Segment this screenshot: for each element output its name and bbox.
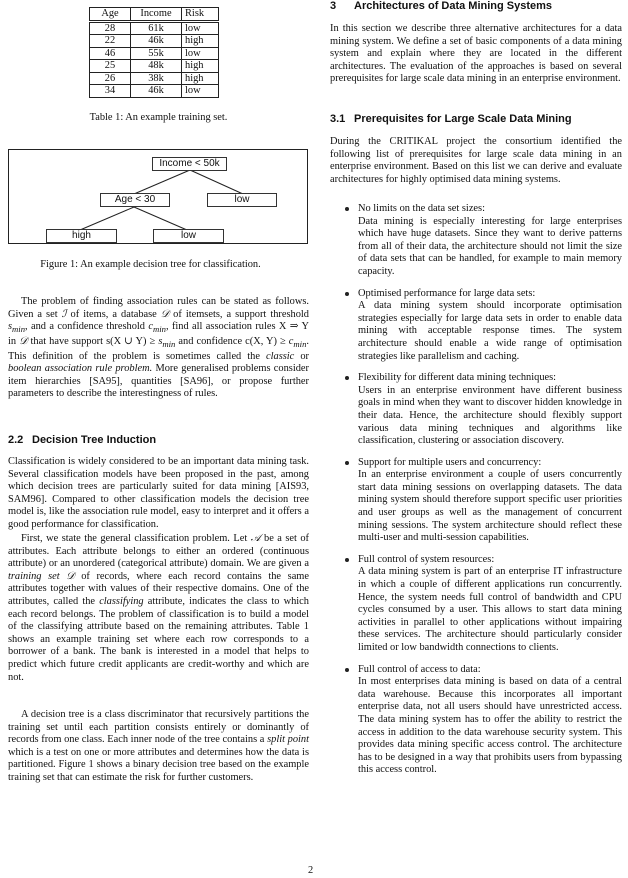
bullet-icon [345, 668, 349, 672]
table-row [90, 21, 219, 35]
page-number: 2 [308, 865, 314, 876]
table-cell-age: 22 [90, 35, 131, 48]
emphasis: classic [266, 350, 295, 362]
list-item-title: Full control of access to data: [358, 663, 481, 675]
list-item [330, 288, 622, 364]
text-run: , and a confidence threshold [25, 321, 149, 333]
bullet-icon [345, 292, 349, 296]
list-item [330, 203, 622, 279]
math-s-min: s [158, 335, 163, 347]
table-cell-income: 48k [131, 60, 182, 73]
text-run: . This definition of the problem is sometimes called the [8, 335, 309, 362]
table-cell-age: 28 [90, 21, 131, 35]
text-run: First, we state the general classification problem. Let [21, 533, 251, 544]
left-column [8, 0, 309, 875]
section-3-intro-paragraph: In this section we describe three alternative architectures for a data mining system. We define a set of basic components of a data mining system and explain where they are located in the different architectures. The evaluation of the approaches is based on several prerequisites for large scale data mining in an enterprise environment. [330, 23, 622, 85]
emphasis: split point [267, 734, 310, 746]
math-subscript: min [12, 324, 26, 335]
table-cell-risk: low [182, 85, 219, 98]
table-cell-risk: high [182, 72, 219, 85]
section-title: Architectures of Data Mining Systems [354, 0, 553, 12]
math-c-min: c [148, 321, 153, 333]
table-row [90, 72, 219, 85]
tree-leaf-low-right: low [207, 193, 277, 207]
text-run: be a set of attributes. Each attribute belongs to either an ordered (continuous attribute) or an unordered (categorical attribute) domain. We are given a [8, 533, 310, 570]
prerequisites-list [330, 203, 622, 777]
section-heading-2-2 [8, 434, 156, 447]
table-row [90, 85, 219, 98]
bullet-icon [345, 461, 349, 465]
text-run: of itemsets, a support threshold [169, 308, 310, 320]
tree-node-income: Income < 50k [152, 157, 227, 171]
table-cell-age: 34 [90, 85, 131, 98]
section-number: 2.2 [8, 434, 24, 446]
emphasis: boolean association rule problem. [8, 363, 153, 375]
classification-intro-paragraph: Classification is widely considered to be an important data mining task. Several classification models have been proposed in the past, among which decision trees are particularly suited for data mining [AIS93, SAM96]. Compared to other classification models the decision tree model is, like the association rule model, easy to interpret and it offers a good performance for classification. [8, 456, 309, 530]
list-item-body: In an enterprise environment a couple of users concurrently start data mining sessions on overlapping datasets. The data mining system should therefore support specific user priorities and user groups as well as the management of concurrent mining sessions. The system architecture should reflect these multi-user and multi-session capabilities. [358, 469, 622, 544]
list-item-body: In most enterprises data mining is based on data of a central data warehouse. Because this incorporates all important enterprise data, not all users should have unrestricted access. The data mining system has to offer the ability to restrict the access in addition to the data warehouse security system. This provides data mining specific access control. The architecture has to be designed in a way that prohibits users from bypassing this access control. [358, 676, 622, 776]
text-run: or [294, 350, 309, 362]
figure-caption: Figure 1: An example decision tree for classification. [40, 259, 261, 270]
bullet-icon [345, 376, 349, 380]
table-row [90, 47, 219, 60]
text-run: which is a test on one or more attributes and determines how the data is partitioned. Figure 1 shows a binary decision tree based on the example training set that can estimate the risk for further customers. [8, 746, 309, 783]
section-3-1-intro-paragraph: During the CRITIKAL project the consortium identified the following list of prerequisites for large scale data mining in an enterprise environment. Based on this list we can derive and evaluate architectures for highly optimised data mining systems. [330, 136, 622, 185]
bullet-icon [345, 207, 349, 211]
list-item [330, 664, 622, 777]
table-caption: Table 1: An example training set. [89, 112, 228, 123]
math-c-min: c [288, 335, 294, 347]
table-cell-age: 26 [90, 72, 131, 85]
math-subscript: min [162, 338, 176, 349]
decision-tree-figure [8, 149, 308, 244]
table-header-risk: Risk [182, 8, 219, 22]
section-title: Prerequisites for Large Scale Data Mining [354, 113, 572, 125]
list-item-title: Support for multiple users and concurrency: [358, 456, 542, 468]
list-item-body: A data mining system is part of an enterprise IT infrastructure in which a couple of different applications run concurrently. Hence, the system needs full control of bandwidth and CPU cycles consumed by a user. This allows to start data mining activities in parallel to other applications without impairing these services. The architecture should particularly consider limited or low bandwidth connections to clients. [358, 566, 622, 653]
list-item-body: Data mining is especially interesting for large enterprises which have huge datasets. Since they want to derive patterns from all of their data, the architecture should not limit the size of data sets that can be handled, for example to main memory capacity. [358, 215, 622, 277]
list-item [330, 457, 622, 545]
text-run: and confidence c(X, Y) ≥ [175, 335, 289, 347]
table-cell-income: 61k [131, 21, 182, 35]
table-cell-risk: high [182, 60, 219, 73]
section-heading-3 [330, 0, 552, 13]
math-symbol-I: ℐ [61, 308, 67, 320]
tree-node-age: Age < 30 [100, 193, 170, 207]
table-row [90, 35, 219, 48]
emphasis: training set [8, 570, 60, 582]
table-cell-risk: low [182, 21, 219, 35]
text-run: that have support s(X ∪ Y) ≥ [27, 335, 159, 347]
math-symbol-D: 𝒟 [19, 335, 28, 347]
table-row [90, 60, 219, 73]
text-run: , find all association rules X ⇒ Y in [8, 321, 309, 347]
association-rules-paragraph [8, 296, 309, 401]
list-item-body: Users in an enterprise environment have different business goals in mind when they want to discover hidden knowledge in their data. Hence, the architecture should flexibly support various data mining techniques and algorithms like classification, clustering or association discovery. [358, 384, 622, 447]
section-heading-3-1 [330, 113, 572, 126]
section-number: 3.1 [330, 113, 346, 125]
math-symbol-D: 𝒟 [160, 308, 170, 320]
bullet-icon [345, 558, 349, 562]
tree-leaf-low: low [153, 229, 224, 243]
table-cell-age: 46 [90, 47, 131, 60]
text-run: The problem of finding association rules can be stated as follows. Given a set [8, 296, 309, 320]
table-cell-income: 46k [131, 35, 182, 48]
table-cell-risk: low [182, 47, 219, 60]
math-symbol-D: 𝒟 [59, 570, 75, 582]
list-item-title: Flexibility for different data mining techniques: [358, 372, 557, 384]
emphasis: classifying [99, 595, 144, 607]
table-cell-age: 25 [90, 60, 131, 73]
tree-leaf-high: high [46, 229, 117, 243]
table-cell-risk: high [182, 35, 219, 48]
section-title: Decision Tree Induction [32, 434, 157, 446]
list-item [330, 372, 622, 448]
section-number: 3 [330, 0, 337, 12]
math-subscript: min [152, 324, 166, 335]
table-cell-income: 55k [131, 47, 182, 60]
list-item-title: No limits on the data set sizes: [358, 203, 485, 214]
table-header-age: Age [90, 8, 131, 22]
math-symbol-A: 𝒜 [250, 533, 261, 544]
right-column [330, 0, 622, 875]
text-run: More generalised problems consider item hierarchies [SA95], quantities [SA96], or propose further parameters to describe the interestingness of rules. [8, 363, 309, 400]
text-run: of items, a database [66, 308, 161, 320]
table-cell-income: 46k [131, 85, 182, 98]
classification-problem-paragraph [8, 533, 309, 684]
table-cell-income: 38k [131, 72, 182, 85]
list-item-title: Optimised performance for large data sets: [358, 287, 536, 299]
math-s-min: s [8, 321, 13, 333]
list-item [330, 554, 622, 655]
text-run: A decision tree is a class discriminator that recursively partitions the training set until each partition consists entirely or dominantly of records from one class. Each inner node of the tree contains a [8, 709, 309, 746]
math-subscript: min [293, 338, 307, 349]
text-run: attribute, indicates the class to which each record belongs. The problem of classification is to build a model of the classifying attribute based on the remaining attributes. Table 1 shows an example training set where each row corresponds to a borrower of a bank. The bank is interested in a model that helps to predict which future credit applicants are credit-worthy and which are not. [8, 595, 309, 683]
list-item-title: Full control of system resources: [358, 553, 495, 565]
text-run: of records, where each record contains the same attributes together with values of their respective domains. One of the attributes, called the [8, 570, 309, 607]
table-header-income: Income [131, 8, 182, 22]
list-item-body: A data mining system should incorporate optimisation strategies especially for large data sets in order to enable data mining with acceptable response times. The system architecture should enable a wide range of optimisation strategies like parallelism and caching. [358, 300, 622, 362]
table-header-row [90, 8, 219, 22]
decision-tree-paragraph [8, 709, 309, 785]
training-set-table [89, 7, 219, 98]
